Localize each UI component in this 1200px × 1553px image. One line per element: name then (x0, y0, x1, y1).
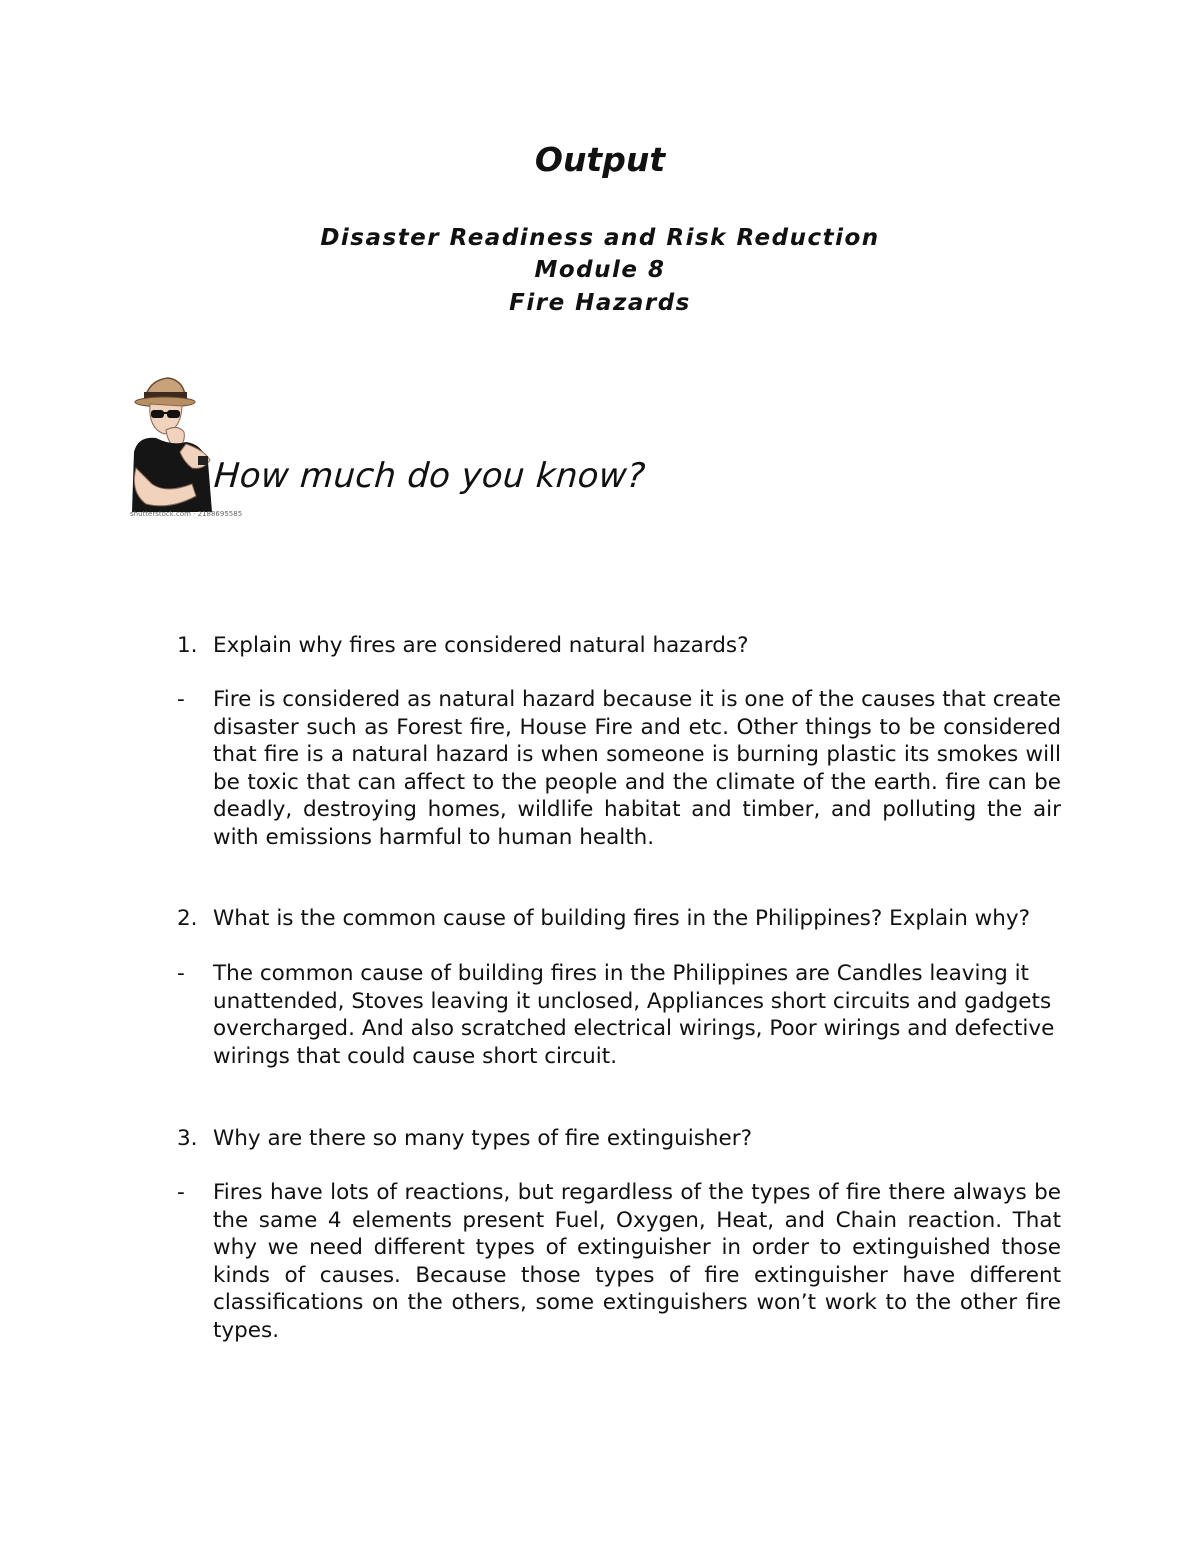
question-3 (177, 1125, 1061, 1153)
question-1 (177, 632, 1061, 660)
page-title: Output (534, 140, 666, 179)
answer-text: Fire is considered as natural hazard because it is one of the causes that create disaster such as Forest fire, House Fire and etc. Other things to be considered that fire is a natural hazard is when someone is burning plastic its smokes will be toxic that can affect to the people and the climate of the earth. fire can be deadly, destroying homes, wildlife habitat and timber, and polluting the air with emissions harmful to human health. (213, 687, 1061, 850)
question-2 (177, 905, 1061, 933)
question-text: Why are there so many types of fire extinguisher? (213, 1126, 753, 1151)
answer-3 (177, 1179, 1061, 1344)
topic-title: Fire Hazards (509, 290, 691, 316)
question-number: 3. (177, 1126, 198, 1151)
section-heading: How much do you know? (212, 456, 647, 496)
answer-marker: - (177, 961, 185, 986)
image-credit: shutterstock.com · 2188695585 (130, 510, 243, 518)
module-title: Module 8 (534, 257, 666, 283)
question-number: 1. (177, 633, 198, 658)
answer-marker: - (177, 1180, 185, 1205)
answer-text: The common cause of building fires in the Philippines are Candles leaving it unattended, Stoves leaving it unclosed, Appliances short circuits and gadgets overcharged. And also scratched electrical wirings, Poor wirings and defective wirings that could cause short circuit. (213, 961, 1055, 1069)
thinking-man-illustration (126, 372, 236, 522)
question-text: What is the common cause of building fires in the Philippines? Explain why? (213, 906, 1031, 931)
answer-text: Fires have lots of reactions, but regardless of the types of fire there always be the same 4 elements present Fuel, Oxygen, Heat, and Chain reaction. That why we need different types of extinguisher in order to extinguished those kinds of causes. Because those types of fire extinguisher have different classifications on the others, some extinguishers won’t work to the other fire types. (213, 1180, 1061, 1343)
answer-1 (177, 686, 1061, 851)
question-number: 2. (177, 906, 198, 931)
question-text: Explain why fires are considered natural hazards? (213, 633, 749, 658)
answer-2 (177, 960, 1061, 1070)
answer-marker: - (177, 687, 185, 712)
subject-title: Disaster Readiness and Risk Reduction (320, 225, 880, 251)
